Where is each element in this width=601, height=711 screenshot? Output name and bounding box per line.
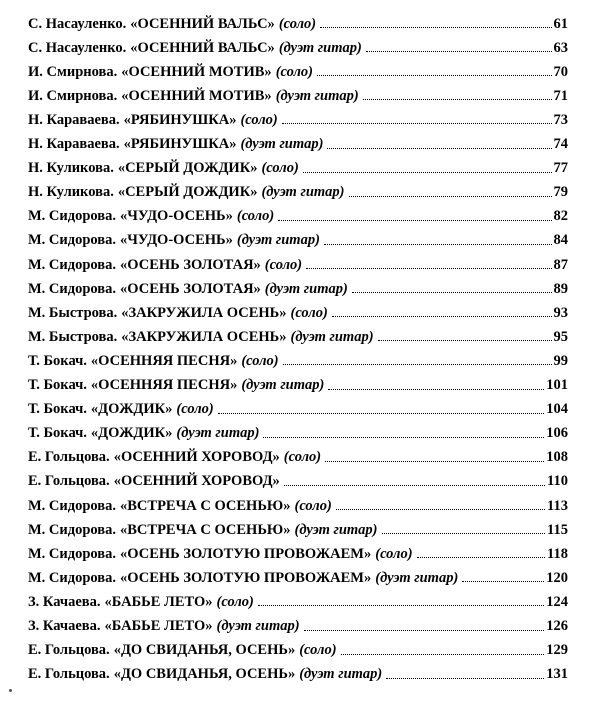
entry-page-number: 131	[546, 666, 568, 683]
dot-leader	[382, 533, 546, 534]
entry-author: М. Сидорова.	[28, 256, 117, 273]
dot-leader	[258, 605, 544, 606]
toc-entry	[28, 105, 568, 127]
entry-title: «ЗАКРУЖИЛА ОСЕНЬ»	[121, 304, 287, 321]
entry-page-number: 99	[553, 352, 568, 369]
entry-arrangement-note: (дуэт гитар)	[264, 280, 348, 297]
entry-title: «ОСЕННИЙ МОТИВ»	[121, 87, 272, 104]
entry-page-number: 61	[553, 15, 568, 32]
entry-page-number: 84	[553, 232, 568, 249]
entry-title: «ОСЕНЬ ЗОЛОТУЮ ПРОВОЖАЕМ»	[120, 569, 372, 586]
entry-arrangement-note: (дуэт гитар)	[261, 184, 345, 201]
entry-page-number: 89	[553, 280, 568, 297]
entry-page-number: 73	[553, 111, 568, 128]
entry-author: М. Быстрова.	[28, 304, 118, 321]
entry-author: Н. Куликова.	[28, 160, 114, 177]
toc-entry	[28, 443, 568, 465]
entry-title: «ВСТРЕЧА С ОСЕНЬЮ»	[120, 497, 291, 514]
dot-leader	[462, 581, 544, 582]
entry-title: «ОСЕННИЙ МОТИВ»	[121, 63, 272, 80]
entry-page-number: 63	[553, 39, 568, 56]
dot-leader	[317, 75, 552, 76]
entry-page-number: 93	[553, 304, 568, 321]
entry-page-number: 118	[547, 545, 568, 562]
toc-entry	[28, 636, 568, 658]
entry-page-number: 124	[546, 593, 568, 610]
dot-leader	[325, 461, 544, 462]
toc-entry	[28, 130, 568, 152]
dot-leader	[283, 364, 552, 365]
entry-author: С. Насауленко.	[28, 39, 127, 56]
entry-title: «ЗАКРУЖИЛА ОСЕНЬ»	[121, 328, 287, 345]
entry-title: «ОСЕНЬ ЗОЛОТАЯ»	[120, 280, 261, 297]
entry-author: М. Сидорова.	[28, 280, 117, 297]
dot-leader	[378, 340, 552, 341]
toc-entry	[28, 9, 568, 31]
entry-arrangement-note: (соло)	[375, 545, 413, 562]
entry-arrangement-note: (дуэт гитар)	[278, 39, 362, 56]
entry-author: Н. Караваева.	[28, 136, 120, 152]
entry-title: «ОСЕННИЙ ХОРОВОД»	[113, 449, 280, 466]
entry-author: З. Качаева.	[28, 618, 101, 634]
toc-entry	[28, 563, 568, 585]
toc-entry	[28, 226, 568, 248]
dot-leader	[324, 244, 552, 245]
entry-title: «ДОЖДИК»	[90, 425, 173, 442]
toc-entry	[28, 154, 568, 176]
dot-leader	[352, 292, 552, 293]
entry-title: «ОСЕННИЙ ХОРОВОД»	[113, 473, 280, 490]
entry-arrangement-note: (дуэт гитар)	[236, 232, 320, 249]
toc-entry	[28, 539, 568, 561]
entry-page-number: 101	[546, 377, 568, 393]
entry-title: «ДО СВИДАНЬЯ, ОСЕНЬ»	[113, 666, 296, 683]
dot-leader	[304, 630, 545, 631]
entry-arrangement-note: (соло)	[278, 15, 317, 32]
toc-entry	[28, 515, 568, 537]
toc-entry	[28, 81, 568, 103]
toc-entry	[28, 178, 568, 200]
toc-entry	[28, 322, 568, 344]
dot-leader	[218, 413, 545, 414]
entry-author: М. Сидорова.	[28, 232, 117, 249]
dot-leader	[263, 437, 544, 438]
entry-arrangement-note: (дуэт гитар)	[290, 328, 374, 345]
entry-page-number: 95	[553, 328, 568, 345]
entry-title: «ОСЕНЬ ЗОЛОТУЮ ПРОВОЖАЕМ»	[120, 545, 372, 562]
dot-leader	[284, 485, 545, 486]
entry-author: Е. Гольцова.	[28, 473, 110, 490]
entry-page-number: 126	[546, 618, 568, 634]
entry-author: М. Сидорова.	[28, 208, 117, 225]
entry-author: Е. Гольцова.	[28, 666, 110, 683]
entry-page-number: 77	[553, 160, 568, 177]
entry-author: З. Качаева.	[28, 593, 101, 610]
entry-author: Т. Бокач.	[28, 352, 87, 369]
entry-page-number: 87	[553, 256, 568, 273]
entry-author: М. Сидорова.	[28, 497, 117, 514]
entry-arrangement-note: (дуэт гитар)	[299, 666, 383, 683]
entry-arrangement-note: (соло)	[264, 256, 303, 273]
entry-title: «БАБЬЕ ЛЕТО»	[104, 593, 213, 610]
entry-page-number: 70	[553, 63, 568, 80]
entry-page-number: 108	[546, 449, 568, 466]
entry-title: «БАБЬЕ ЛЕТО»	[104, 618, 213, 634]
entry-title: «ДО СВИДАНЬЯ, ОСЕНЬ»	[113, 642, 296, 659]
entry-arrangement-note: (соло)	[290, 304, 328, 321]
dot-leader	[278, 220, 551, 221]
toc-entry	[28, 660, 568, 682]
entry-arrangement-note: (дуэт гитар)	[240, 136, 324, 152]
dot-leader	[417, 557, 545, 558]
toc-entry	[28, 395, 568, 417]
entry-title: «ОСЕННЯЯ ПЕСНЯ»	[90, 352, 238, 369]
entry-page-number: 120	[546, 569, 568, 586]
entry-page-number: 113	[547, 497, 568, 514]
entry-author: Т. Бокач.	[28, 401, 87, 418]
toc-entry	[28, 467, 568, 489]
entry-arrangement-note: (дуэт гитар)	[241, 377, 325, 393]
entry-page-number: 74	[553, 136, 568, 152]
entry-author: М. Сидорова.	[28, 545, 117, 562]
entry-arrangement-note: (соло)	[176, 401, 214, 418]
dot-leader	[386, 678, 544, 679]
dot-leader	[349, 196, 552, 197]
entry-arrangement-note: (дуэт гитар)	[216, 618, 300, 634]
entry-title: «ОСЕННИЙ ВАЛЬС»	[130, 39, 275, 56]
entry-page-number: 106	[546, 425, 568, 442]
toc-entry	[28, 298, 568, 320]
entry-author: И. Смирнова.	[28, 87, 118, 104]
entry-arrangement-note: (соло)	[240, 111, 278, 128]
dot-leader	[328, 389, 544, 390]
dot-leader	[282, 123, 552, 124]
dot-leader	[341, 654, 545, 655]
entry-arrangement-note: (соло)	[294, 497, 332, 514]
entry-arrangement-note: (соло)	[275, 63, 313, 80]
toc-entry	[28, 57, 568, 79]
entry-arrangement-note: (соло)	[241, 352, 279, 369]
entry-author: Е. Гольцова.	[28, 642, 110, 659]
entry-page-number: 82	[553, 208, 568, 225]
toc-entry	[28, 274, 568, 296]
entry-title: «ОСЕНЬ ЗОЛОТАЯ»	[120, 256, 261, 273]
entry-arrangement-note: (дуэт гитар)	[294, 521, 378, 538]
entry-arrangement-note: (соло)	[216, 593, 254, 610]
entry-author: Т. Бокач.	[28, 425, 87, 442]
entry-author: Е. Гольцова.	[28, 449, 110, 466]
entry-author: И. Смирнова.	[28, 63, 118, 80]
entry-author: Н. Караваева.	[28, 111, 120, 128]
dot-leader	[327, 148, 551, 149]
entry-page-number: 110	[547, 473, 568, 490]
toc-entry	[28, 491, 568, 513]
entry-title: «ДОЖДИК»	[90, 401, 173, 418]
dot-leader	[332, 316, 552, 317]
entry-author: С. Насауленко.	[28, 15, 127, 32]
dot-leader	[363, 99, 552, 100]
entry-arrangement-note: (дуэт гитар)	[275, 87, 359, 104]
entry-arrangement-note: (дуэт гитар)	[176, 425, 260, 442]
entry-arrangement-note: (соло)	[299, 642, 337, 659]
dot-leader	[303, 172, 552, 173]
entry-title: «ОСЕННЯЯ ПЕСНЯ»	[90, 377, 238, 393]
entry-page-number: 115	[547, 521, 568, 538]
entry-author: М. Сидорова.	[28, 521, 117, 538]
entry-author: Н. Куликова.	[28, 184, 114, 201]
entry-author: М. Быстрова.	[28, 328, 118, 345]
entry-arrangement-note: (соло)	[261, 160, 299, 177]
entry-page-number: 104	[546, 401, 568, 418]
entry-title: «РЯБИНУШКА»	[123, 111, 237, 128]
entry-title: «СЕРЫЙ ДОЖДИК»	[117, 184, 258, 201]
entry-title: «РЯБИНУШКА»	[123, 136, 237, 152]
toc-entry	[28, 587, 568, 609]
toc-entry	[28, 202, 568, 224]
entry-author: М. Сидорова.	[28, 569, 117, 586]
entry-arrangement-note: (дуэт гитар)	[375, 569, 459, 586]
entry-page-number: 71	[553, 87, 568, 104]
toc-entry	[28, 419, 568, 441]
toc-entry	[28, 371, 568, 393]
entry-title: «ЧУДО-ОСЕНЬ»	[120, 208, 233, 225]
entry-page-number: 79	[553, 184, 568, 201]
toc-entry	[28, 33, 568, 55]
entry-author: Т. Бокач.	[28, 377, 87, 393]
dot-leader	[366, 51, 552, 52]
entry-title: «СЕРЫЙ ДОЖДИК»	[117, 160, 258, 177]
entry-title: «ЧУДО-ОСЕНЬ»	[120, 232, 233, 249]
entry-title: «ВСТРЕЧА С ОСЕНЬЮ»	[120, 521, 291, 538]
toc-entry	[28, 346, 568, 368]
entry-arrangement-note: (соло)	[283, 449, 322, 466]
stray-dot-mark	[9, 689, 12, 692]
entry-title: «ОСЕННИЙ ВАЛЬС»	[130, 15, 275, 32]
toc-entry	[28, 250, 568, 272]
dot-leader	[336, 509, 545, 510]
entry-arrangement-note: (соло)	[236, 208, 275, 225]
entry-page-number: 129	[546, 642, 568, 659]
toc-entry	[28, 612, 568, 634]
dot-leader	[306, 268, 551, 269]
dot-leader	[320, 27, 551, 28]
